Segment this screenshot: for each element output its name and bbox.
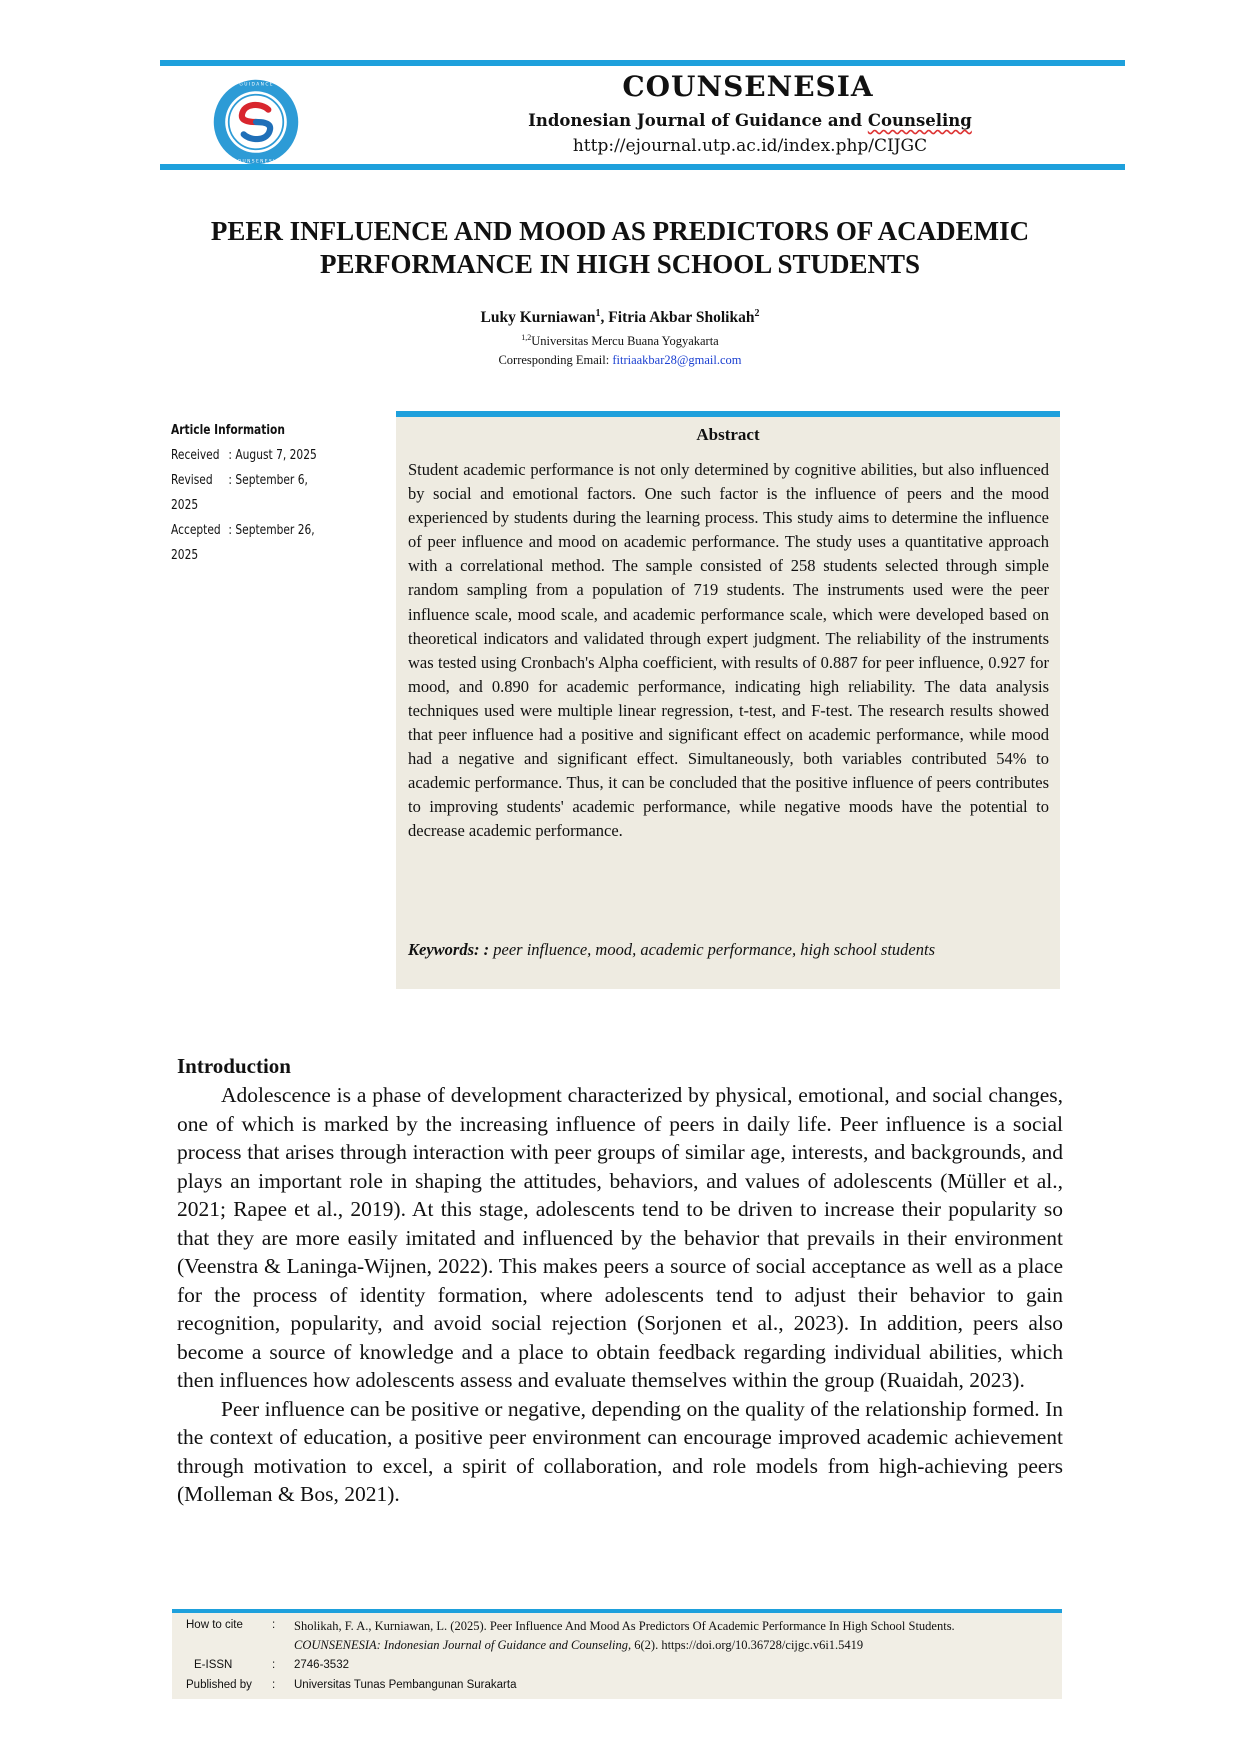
authors — [300, 308, 940, 327]
article-information — [171, 418, 335, 568]
publisher-value: Universitas Tunas Pembangunan Surakarta — [294, 1679, 517, 1691]
publisher-colon: : — [272, 1679, 276, 1691]
affiliation — [300, 333, 940, 349]
eissn-colon: : — [272, 1659, 276, 1671]
journal-subtitle-counseling: Counseling — [867, 111, 972, 130]
journal-subtitle-main: Indonesian Journal of Guidance and — [528, 111, 868, 130]
header-rule-top — [160, 60, 1125, 66]
revised-date: : September 6, 2025 — [171, 473, 308, 513]
eissn-value: 2746-3532 — [294, 1659, 349, 1671]
email-link[interactable]: fitriaakbar28@gmail.com — [612, 353, 742, 367]
revised-label: Revised — [171, 473, 213, 488]
abstract-heading: Abstract — [696, 425, 760, 444]
journal-italic: COUNSENESIA: Indonesian Journal of Guidance and Counseling, — [294, 1638, 632, 1652]
how-to-cite-text: Sholikah, F. A., Kurniawan, L. (2025). Peer Influence And Mood As Predictors Of Academic Performance In High School Students. — [294, 1619, 955, 1633]
abstract-keywords — [408, 936, 1049, 963]
author-separator: , — [600, 309, 609, 327]
journal-url[interactable]: http://ejournal.utp.ac.id/index.php/CIJGC — [572, 136, 928, 156]
eissn-label: E-ISSN — [194, 1659, 233, 1671]
accepted-label: Accepted — [171, 523, 221, 538]
email-label: Corresponding Email: — [498, 353, 613, 367]
affiliation-sup: 1,2 — [521, 333, 532, 342]
introduction-heading: Introduction — [177, 1054, 291, 1078]
author-2: Fitria Akbar Sholikah — [608, 309, 755, 327]
publisher-label: Published by — [186, 1679, 252, 1691]
introduction-paragraph-1: Adolescence is a phase of development characterized by physical, emotional, and social changes, one of which is marked by the increasing influence of peers in daily life. Peer influence is a social process that arises through interaction with peer groups of similar age, interests, and backgrounds, and plays an important role in shaping the attitudes, behaviors, and values of adolescents (Müller et al., 2021; Rapee et al., 2019). At this stage, adolescents tend to be driven to increase their popularity so that they are more easily imitated and influenced by the behavior that prevails in their environment (Veenstra & Laninga-Wijnen, 2022). This makes peers a source of social acceptance as well as a place for the process of identity formation, where adolescents tend to adjust their behavior to gain recognition, popularity, and avoid social rejection (Sorjonen et al., 2023). In addition, peers also become a source of knowledge and a place to obtain feedback regarding individual abilities, which then influences how adolescents assess and evaluate themselves within the group (Ruaidah, 2023). — [177, 1083, 1063, 1392]
abstract-text: Student academic performance is not only determined by cognitive abilities, but also influenced by social and emotional factors. One such factor is the influence of peers and the mood experienced by students during the learning process. This study aims to determine the influence of peer influence and mood on academic performance. The study uses a quantitative approach with a correlational method. The sample consisted of 258 students selected through simple random sampling from a population of 719 students. The instruments used were the peer influence scale, mood scale, and academic performance scale, which were developed based on theoretical indicators and validated through expert judgment. The reliability of the instruments was tested using Cronbach's Alpha coefficient, with results of 0.887 for peer influence, 0.927 for mood, and 0.890 for academic performance, indicating high reliability. The data analysis techniques used were multiple linear regression, t-test, and F-test. The research results showed that peer influence had a positive and significant effect on academic performance, while mood had a negative and significant effect. Simultaneously, both variables contributed 54% to academic performance. Thus, it can be concluded that the positive influence of peers contributes to improving students' academic performance, while negative moods have the potential to decrease academic performance. — [408, 460, 1049, 841]
journal-name: COUNSENESIA — [622, 70, 874, 103]
keywords-values: peer influence, mood, academic performance, high school students — [493, 940, 935, 959]
how-to-cite-journal — [294, 1638, 863, 1653]
author-1-sup: 1 — [595, 308, 601, 319]
affiliation-text: Universitas Mercu Buana Yogyakarta — [531, 334, 719, 349]
author-1: Luky Kurniawan — [480, 309, 596, 327]
abstract-box — [396, 411, 1060, 989]
paper-title-line-1: PEER INFLUENCE AND MOOD AS PREDICTORS OF ACADEMIC — [210, 216, 1030, 246]
journal-subtitle — [430, 111, 1070, 130]
accepted-row — [171, 518, 335, 568]
svg-text:C O U N S E N E S I A: C O U N S E N E S I A — [233, 159, 279, 165]
received-label: Received — [171, 448, 220, 463]
header-rule-bottom — [160, 164, 1125, 170]
paper-title — [150, 215, 1090, 281]
how-to-cite-label: How to cite — [186, 1619, 243, 1631]
received-date: : August 7, 2025 — [228, 448, 317, 463]
svg-text:G U I D A N C E: G U I D A N C E — [239, 82, 273, 88]
article-info-title: Article Information — [171, 423, 285, 438]
author-2-sup: 2 — [754, 308, 760, 319]
keywords-label: Keywords: : — [408, 940, 490, 959]
journal-doi[interactable]: 6(2). https://doi.org/10.36728/cijgc.v6i1.5419 — [631, 1638, 864, 1652]
citation-box — [172, 1609, 1062, 1699]
introduction-body — [177, 1081, 1063, 1509]
paper-title-line-2: PERFORMANCE IN HIGH SCHOOL STUDENTS — [319, 249, 921, 279]
received-row — [171, 443, 335, 468]
accepted-date: : September 26, 2025 — [171, 523, 315, 563]
corresponding-email — [300, 353, 940, 368]
journal-logo — [212, 78, 300, 166]
revised-row — [171, 468, 335, 518]
how-to-cite-colon: : — [272, 1619, 276, 1631]
introduction-paragraph-2: Peer influence can be positive or negative, depending on the quality of the relationship formed. In the context of education, a positive peer environment can encourage improved academic achievement through motivation to excel, a spirit of collaboration, and role models from high-achieving peers (Molleman & Bos, 2021). — [177, 1396, 1063, 1506]
